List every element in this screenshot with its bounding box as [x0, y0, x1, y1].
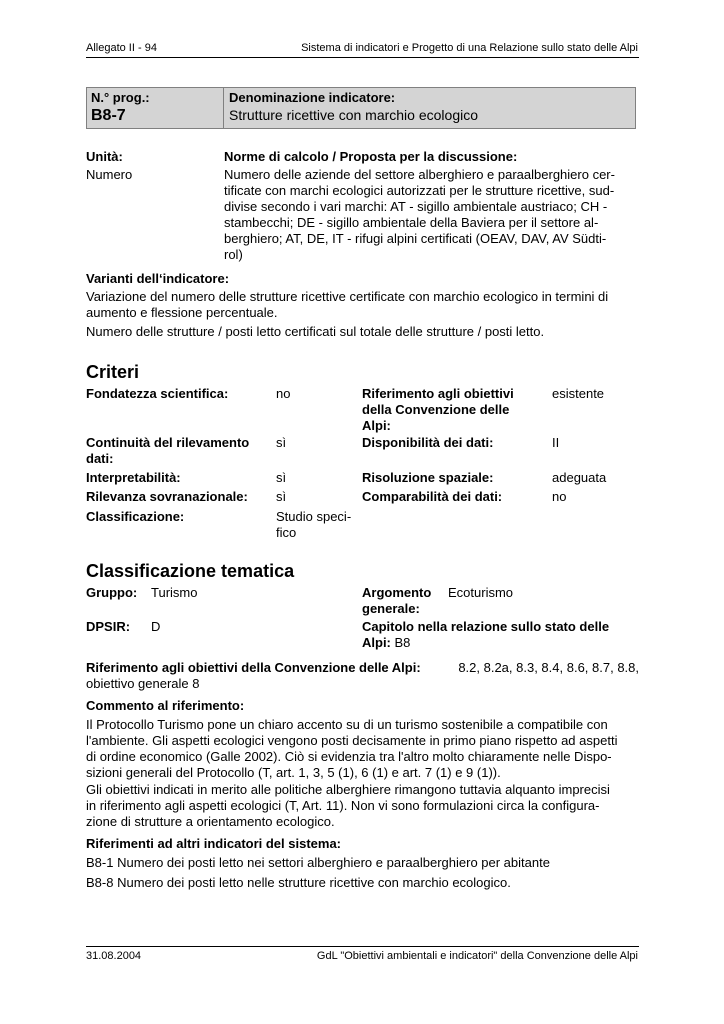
- norms-line: berghiero; AT, DE, IT - rifugi alpini certificati (OEAV, DAV, AV Südti-: [224, 231, 607, 246]
- objectives-label: Riferimento agli obiettivi della Convenzione delle Alpi:: [86, 660, 421, 675]
- norms-line: divise secondo i vari marchi: AT - sigillo ambientale austriaco; CH -: [224, 199, 608, 214]
- dpsir-value: D: [151, 619, 161, 634]
- criteria-value-classification: Studio speci- fico: [276, 509, 352, 540]
- prog-label: N.° prog.:: [91, 90, 150, 105]
- criteria-label-classification: Classificazione:: [86, 509, 185, 524]
- criteria-label-relevance: Rilevanza sovranazionale:: [86, 489, 248, 504]
- footer-right: GdL "Obiettivi ambientali e indicatori" della Convenzione delle Alpi: [316, 950, 638, 962]
- criteria-value-comparability: no: [552, 489, 567, 504]
- name-label: Denominazione indicatore:: [229, 90, 396, 105]
- chapter-value: B8: [394, 635, 411, 650]
- chapter-block: [362, 619, 634, 651]
- criteria-label-resolution: Risoluzione spaziale:: [362, 470, 494, 485]
- norms-line: stambecchi; DE - sigillo ambientale della Baviera per il settore al-: [224, 215, 599, 230]
- variants-text: [86, 289, 639, 340]
- indicator-id-box: [86, 87, 636, 129]
- criteria-value-resolution: adeguata: [552, 470, 607, 485]
- criteria-label-continuity: Continuità del rilevamento dati:: [86, 435, 250, 466]
- reference-item: B8-8 Numero dei posti letto nelle strutture ricettive con marchio ecologico.: [86, 875, 511, 890]
- footer-rule: [86, 946, 639, 947]
- id-box-divider: [223, 88, 224, 128]
- header-right: Sistema di indicatori e Progetto di una Relazione sullo stato delle Alpi: [301, 42, 638, 54]
- topic-label: Argomento generale:: [362, 585, 432, 616]
- objectives-value: 8.2, 8.2a, 8.3, 8.4, 8.6, 8.7, 8.8,: [458, 660, 639, 675]
- criteria-label-availability: Disponibilità dei dati:: [362, 435, 494, 450]
- criteria-label-objectives: Riferimento agli obiettivi della Convenzione delle Alpi:: [362, 386, 514, 433]
- norms-label: Norme di calcolo / Proposta per la discussione:: [224, 149, 518, 164]
- norms-text: [224, 167, 634, 263]
- objectives-block: [86, 660, 639, 692]
- topic-value: Ecoturismo: [448, 585, 514, 600]
- unit-value: Numero: [86, 167, 133, 182]
- reference-item: B8-1 Numero dei posti letto nei settori alberghiero e paraalberghiero per abitante: [86, 855, 550, 870]
- criteria-label-scientific: Fondatezza scientifica:: [86, 386, 229, 401]
- criteria-value-scientific: no: [276, 386, 291, 401]
- criteria-value-relevance: sì: [276, 489, 287, 504]
- dpsir-label: DPSIR:: [86, 619, 131, 634]
- group-label: Gruppo:: [86, 585, 138, 600]
- norms-line: rol): [224, 247, 243, 262]
- comment-text: Il Protocollo Turismo pone un chiaro accento su di un turismo sostenibile a compatibile con l'ambiente. Gli aspetti ecologici vengono posti decisamente in primo piano rispetto ad aspetti di ordine economico (Galle 2002). Ciò si evidenzia tra l'altro molto chiaramente nelle Dispo- sizioni generali del Protocollo (T, art. 1, 3, 5 (1), 6 (1) e art. 7 (1) e 9 (1)). Gli obiettivi indicati in merito alle politiche alberghiere rimangono tuttavia alquanto imprecisi in riferimento agli aspetti ecologici (T, Art. 11). Non vi sono formulazioni circa la configura- zione di strutture a orientamento ecologico.: [86, 717, 618, 829]
- variants-line: Numero delle strutture / posti letto certificati sul totale delle strutture / posti letto.: [86, 324, 545, 339]
- criteria-value-interpretability: sì: [276, 470, 287, 485]
- variants-line: aumento e flessione percentuale.: [86, 305, 278, 320]
- variants-line: Variazione del numero delle strutture ricettive certificate con marchio ecologico in termini di: [86, 289, 609, 304]
- norms-line: Numero delle aziende del settore alberghiero e paraalberghiero cer-: [224, 167, 615, 182]
- footer-left: 31.08.2004: [86, 950, 142, 962]
- header-rule: [86, 57, 639, 58]
- name-value: Strutture ricettive con marchio ecologico: [229, 107, 478, 123]
- chapter-label-line: Capitolo nella relazione sullo stato delle: [362, 619, 610, 634]
- prog-value: B8-7: [91, 107, 126, 124]
- comment-label: Commento al riferimento:: [86, 698, 245, 713]
- criteria-value-availability: II: [552, 435, 560, 450]
- chapter-label: Alpi:: [362, 635, 391, 650]
- unit-label: Unità:: [86, 149, 123, 164]
- header-left: Allegato II - 94: [86, 42, 157, 54]
- criteria-label-comparability: Comparabilità dei dati:: [362, 489, 503, 504]
- criteria-label-interpretability: Interpretabilità:: [86, 470, 181, 485]
- objectives-value-cont: obiettivo generale 8: [86, 676, 200, 691]
- criteria-heading: Criteri: [86, 362, 140, 382]
- criteria-value-continuity: sì: [276, 435, 287, 450]
- references-label: Riferimenti ad altri indicatori del sistema:: [86, 836, 342, 851]
- criteria-value-objectives: esistente: [552, 386, 605, 401]
- variants-label: Varianti dell‘indicatore:: [86, 271, 230, 286]
- group-value: Turismo: [151, 585, 198, 600]
- norms-line: tificate con marchi ecologici autorizzati per le strutture ricettive, sud-: [224, 183, 615, 198]
- thematic-heading: Classificazione tematica: [86, 561, 295, 581]
